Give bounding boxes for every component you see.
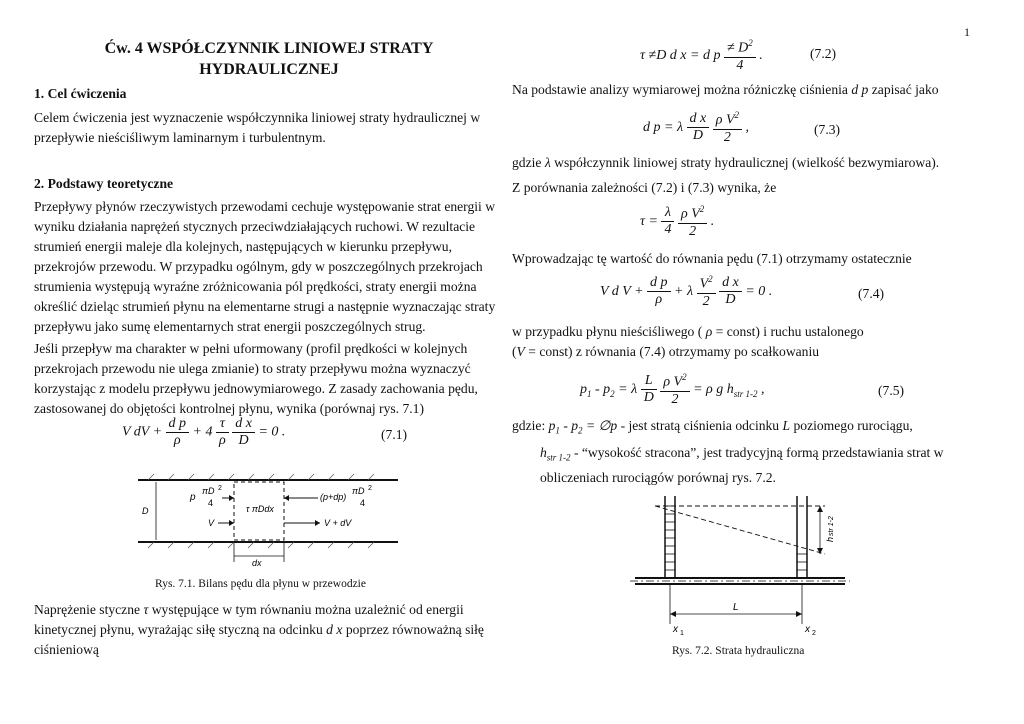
label-tau: τ πDdx — [246, 504, 274, 514]
equation-tau: τ = $\frac{\lambda}{4}$ $\frac{\rho V^2}{2}$ . — [640, 204, 715, 239]
right-paragraph-1: Na podstawie analizy wymiarowej można różniczkę ciśnienia d p zapisać jako — [512, 82, 939, 97]
label-piD2-right: πD — [352, 486, 365, 496]
page-title — [34, 38, 504, 80]
figure-7-2 — [625, 492, 855, 640]
label-p: p — [190, 492, 196, 503]
label-D: D — [142, 506, 149, 516]
label-p-dp: (p+dp) — [320, 492, 347, 502]
label-x1-sub: 1 — [680, 630, 684, 637]
section-1-heading: 1. Cel ćwiczenia — [34, 86, 127, 101]
equation-7-5: $p_1 - p_2 = \lambda$ $\frac{L}{D}$ $\frac{\rho V^2}{2}$ = ρ g $h_{str 1-2}$ , — [580, 372, 765, 407]
label-4-right: 4 — [360, 498, 366, 508]
equation-7-3-label: (7.3) — [814, 122, 841, 137]
equation-7-1-label: (7.1) — [381, 427, 408, 442]
label-V: V — [208, 518, 215, 528]
label-x1: x — [673, 624, 678, 635]
equation-7-3: d p = λ $\frac{\text{d x}}{D}$ $\frac{\rho V^2}{2}$ , — [643, 110, 750, 145]
figure-7-1-caption: Rys. 7.1. Bilans pędu dla płynu w przewodzie — [155, 578, 366, 590]
energy-line — [655, 506, 825, 554]
section-2-paragraph-1: Przepływy płynów rzeczywistych przewodami cechuje występowanie strat energii w wyniku działania naprężeń stycznych przeciwdziałających ruchowi. W rezultacie strumień energii maleje dla kolejnych, następujących w kierunku przepływu, przekrojów przewodu. W przypadku ogólnym, gdy w poszczególnych przekrojach strumienia występują wyraźne zróżnicowania pól prędkości, straty energii można określić dzieląc strumień płynu na elementarne strugi a następnie wyznaczając straty przepływu jako sumę elementarnych strat energii poszczególnych strug. — [34, 199, 496, 334]
label-L: L — [733, 602, 739, 613]
label-x2-sub: 2 — [812, 630, 816, 637]
right-paragraph-2: gdzie λ współczynnik liniowej straty hydraulicznej (wielkość bezwymiarowa). — [512, 155, 940, 170]
section-1-text: Celem ćwiczenia jest wyznaczenie współczynnika liniowej straty hydraulicznej w przepływie nieściśliwym laminarnym i turbulentnym. — [34, 110, 481, 145]
label-sq-1: 2 — [218, 485, 222, 492]
right-paragraph-6: gdzie: $p_1 - p_2$ = ∅p - jest stratą ciśnienia odcinku L poziomego rurociągu, — [512, 418, 913, 436]
equation-7-5-label: (7.5) — [878, 383, 905, 398]
right-paragraph-4: Wprowadzając tę wartość do równania pędu (7.1) otrzymamy ostatecznie — [512, 251, 912, 266]
label-h: h — [825, 536, 835, 542]
label-hsub: str 1-2 — [828, 516, 835, 536]
equation-7-4-label: (7.4) — [858, 286, 885, 301]
equation-7-2-label: (7.2) — [810, 46, 837, 61]
page-number: 1 — [964, 25, 970, 39]
section-2-heading: 2. Podstawy teoretyczne — [34, 176, 174, 191]
label-sq-2: 2 — [368, 485, 372, 492]
figure-7-2-caption: Rys. 7.2. Strata hydrauliczna — [672, 645, 805, 657]
label-4-left: 4 — [208, 498, 214, 508]
right-paragraph-3: Z porównania zależności (7.2) i (7.3) wynika, że — [512, 180, 777, 195]
section-2-paragraph-2: Jeśli przepływ ma charakter w pełni uformowany (profil prędkości w kolejnych przekrojach przewodu nie ulega zmianie) to straty przepływu można wyznaczyć korzystając z modelu przepływu jednowymiarowego. Z zasady zachowania pędu, zastosowanej do objętości kontrolnej płynu, wynika (porównaj rys. 7.1) — [34, 341, 478, 416]
right-paragraph-5: w przypadku płynu nieściśliwego ( ρ = const) i ruchu ustalonego (V = const) z równania (7.4) otrzymamy po scałkowaniu — [512, 324, 864, 359]
title-line-2: HYDRAULICZNEJ — [199, 61, 339, 78]
equation-7-2: τ ≠D d x = d p $\frac{\ne D^2}{4}$ . — [640, 38, 763, 73]
title-line-1: Ćw. 4 WSPÓŁCZYNNIK LINIOWEJ STRATY — [104, 40, 434, 57]
label-piD2: πD — [202, 486, 215, 496]
bottom-paragraph: Naprężenie styczne τ występujące w tym równaniu można uzależnić od energii kinetycznej płynu, wyrażając siłę styczną na odcinku d x poprzez równoważną siłę ciśnieniową — [34, 602, 484, 657]
label-x2: x — [805, 624, 810, 635]
label-VdV: V + dV — [324, 518, 352, 528]
right-paragraph-7: $h_{str 1-2}$ - “wysokość stracona”, jest tradycyjną formą przedstawiania strat w obliczeniach rurociągów porównaj rys. 7.2. — [540, 445, 944, 485]
label-dx: dx — [252, 558, 262, 568]
equation-7-4: V d V + $\frac{\text{d p}}{\rho}$ + λ $\frac{V^2}{2}$ $\frac{\text{d x}}{D}$ = 0 . — [600, 274, 773, 309]
figure-7-1 — [138, 470, 398, 570]
equation-7-1: V dV + $\frac{\text{d p}}{\rho}$ + 4 $\frac{\tau}{\rho}$ $\frac{\text{d x}}{D}$ = 0 . — [122, 416, 286, 448]
